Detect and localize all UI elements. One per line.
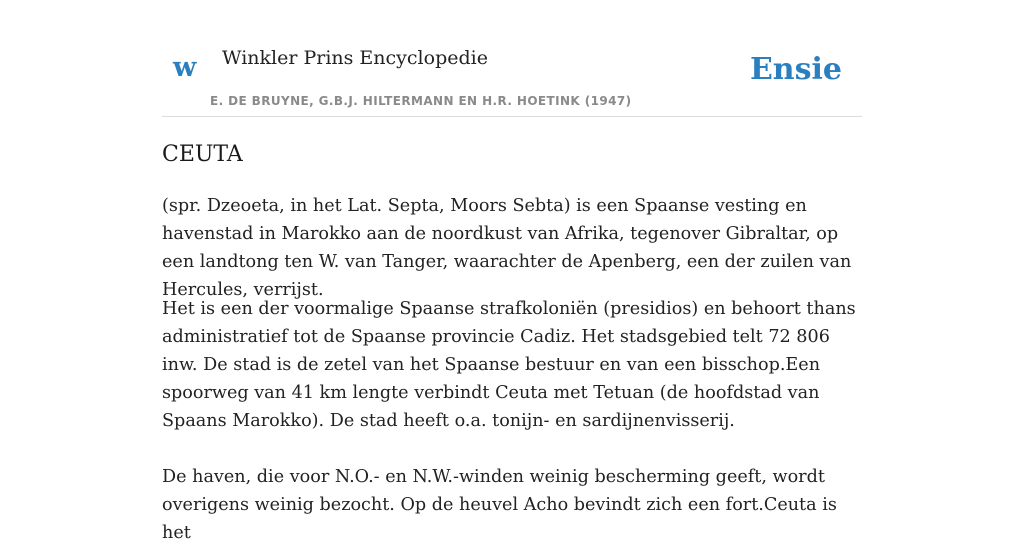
article-title: CEUTA <box>162 142 243 167</box>
content-column <box>162 0 862 543</box>
site-header <box>162 0 862 117</box>
article-paragraph: De haven, die voor N.O.- en N.W.-winden weinig bescherming geeft, wordt overigens weinig bezocht. Op de heuvel Acho bevindt zich een fort.Ceuta is het <box>162 467 837 543</box>
site-logo[interactable]: w <box>173 52 197 83</box>
site-title[interactable]: Winkler Prins Encyclopedie <box>222 47 488 69</box>
brand-logo[interactable]: Ensie <box>749 52 842 87</box>
authors-line: E. DE BRUYNE, G.B.J. HILTERMANN EN H.R. HOETINK (1947) <box>210 94 632 108</box>
article-paragraph: (spr. Dzeoeta, in het Lat. Septa, Moors Sebta) is een Spaanse vesting en havenstad in Marokko aan de noordkust van Afrika, tegenover Gibraltar, op een landtong ten W. van Tanger, waarachter de Apenberg, een der zuilen van Hercules, verrijst. <box>162 196 852 300</box>
article-paragraph: Het is een der voormalige Spaanse strafkoloniën (presidios) en behoort thans administratief tot de Spaanse provincie Cadiz. Het stadsgebied telt 72 806 inw. De stad is de zetel van het Spaanse bestuur en van een bisschop.Een spoorweg van 41 km lengte verbindt Ceuta met Tetuan (de hoofdstad van Spaans Marokko). De stad heeft o.a. tonijn- en sardijnenvisserij. <box>162 299 856 431</box>
